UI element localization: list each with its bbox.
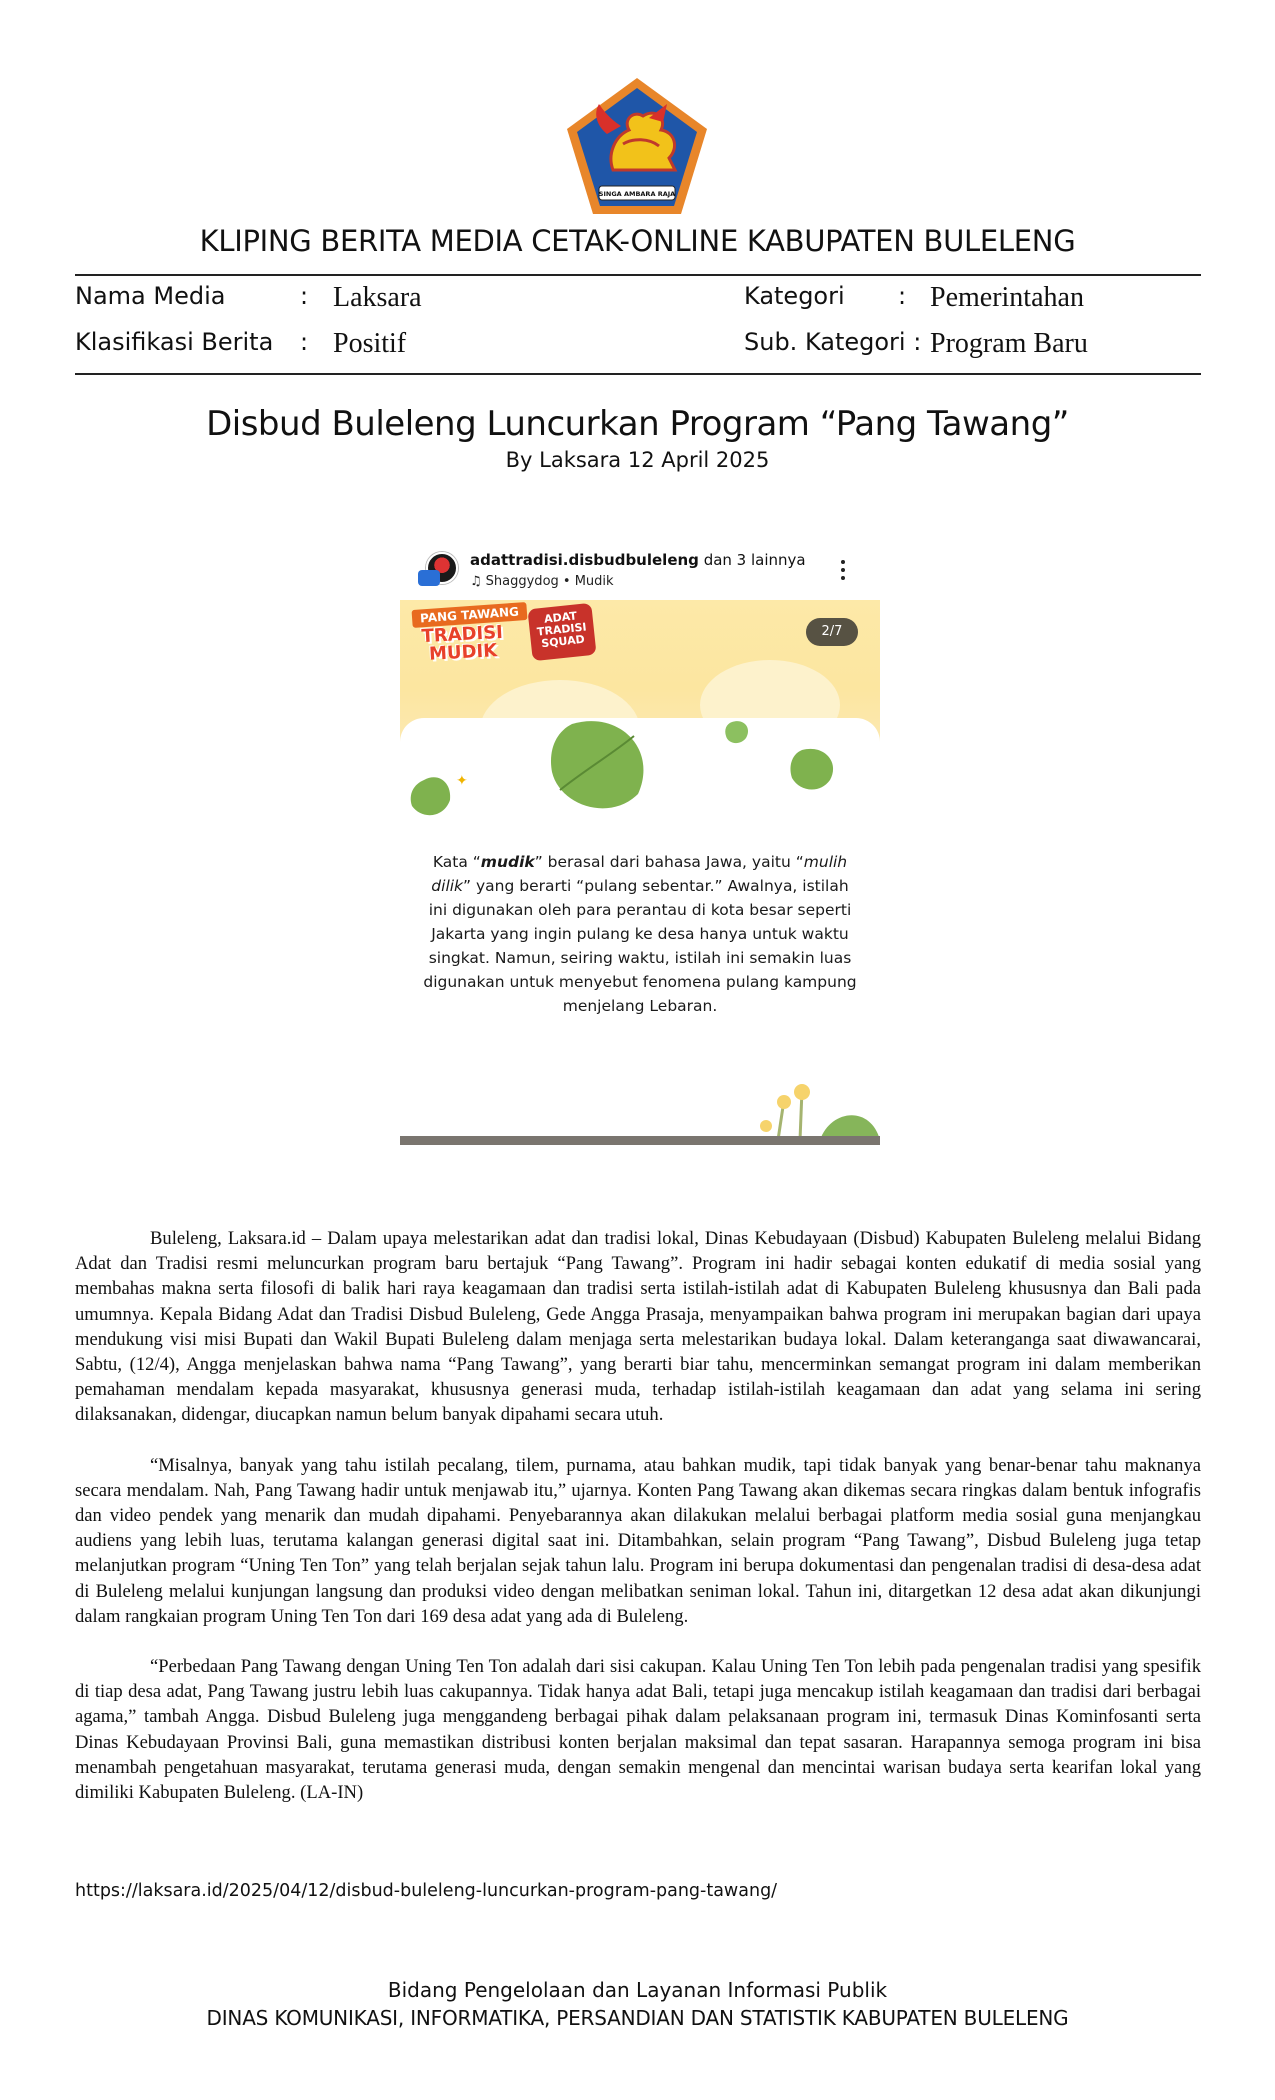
adat-tradisi-squad-badge: ADAT TRADISI SQUAD [527, 603, 596, 661]
category-label: Kategori [744, 282, 845, 310]
subcategory-value: Program Baru [930, 328, 1088, 359]
pang-tawang-badge: PANG TAWANG [412, 602, 528, 628]
classification-label: Klasifikasi Berita [75, 328, 274, 356]
clipping-header-title: KLIPING BERITA MEDIA CETAK-ONLINE KABUPATEN BULELENG [199, 224, 1076, 258]
body-paragraph-2: “Misalnya, banyak yang tahu istilah pecalang, tilem, purnama, atau bahkan mudik, tapi tidak banyak yang benar-benar tahu maknanya secara mendalam. Nah, Pang Tawang hadir untuk menjawab itu,” ujarnya. Konten Pang Tawang akan dikemas secara ringkas dalam bentuk infografis dan video pendek yang menarik dan mudah dipahami. Penyebarannya akan dilakukan melalui berbagai platform media sosial guna menjangkau audiens yang lebih luas, terutama kalangan generasi digital saat ini. Ditambahkan, selain program “Pang Tawang”, Disbud Buleleng juga tetap melanjutkan program “Uning Ten Ton” yang telah berjalan sejak tahun lalu. Program ini berupa dokumentasi dan pengenalan tradisi di desa-desa adat di Buleleng melalui kunjungan langsung dan produksi video dengan melibatkan seniman lokal. Tahun ini, ditargetkan 12 desa adat akan dikunjungi dalam rangkaian program Uning Ten Ton dari 169 desa adat yang ada di Buleleng. [75, 1454, 1201, 1627]
article-body [75, 1226, 1201, 1830]
footer-agency: DINAS KOMUNIKASI, INFORMATIKA, PERSANDIAN DAN STATISTIK KABUPATEN BULELENG [206, 2006, 1069, 2030]
music-title: Shaggydog • Mudik [485, 574, 614, 589]
social-post-screenshot [400, 540, 880, 1145]
account-others: dan 3 lainnya [698, 551, 806, 569]
media-label: Nama Media [75, 282, 226, 310]
media-colon: : [300, 282, 309, 310]
footer-department: Bidang Pengelolaan dan Layanan Informasi Publik [387, 1978, 888, 2002]
category-value: Pemerintahan [930, 282, 1084, 313]
post-header [400, 540, 880, 600]
category-colon: : [898, 282, 907, 310]
account-name: adattradisi.disbudbuleleng [470, 551, 699, 569]
sparkle-icon: ✦ [456, 772, 468, 788]
slide-pager: 2/7 [806, 618, 858, 646]
logo-motto: SINGA AMBARA RAJA [598, 190, 676, 198]
classification-value: Positif [333, 328, 407, 359]
collab-avatar [418, 570, 440, 586]
post-caption-text: Kata “mudik” berasal dari bahasa Jawa, yaitu “mulih dilik” yang berarti “pulang sebentar.” Awalnya, istilah ini digunakan oleh para perantau di kota besar seperti Jakarta yang ingin pulang ke desa hanya untuk waktu singkat. Namun, seiring waktu, istilah ini semakin luas digunakan untuk menyebut fenomena pulang kampung menjelang Lebaran. [423, 853, 857, 1015]
bottom-divider [75, 373, 1201, 375]
music-note-icon: ♫ [470, 574, 482, 589]
post-accounts [470, 551, 806, 569]
body-paragraph-3: “Perbedaan Pang Tawang dengan Uning Ten Ton adalah dari sisi cakupan. Kalau Uning Ten Ton lebih pada pengenalan tradisi yang spesifik di tiap desa adat, Pang Tawang justru lebih luas cakupannya. Tidak hanya adat Bali, tetapi juga mencakup istilah keagamaan dan tradisi dari berbagai agama,” tambah Angga. Disbud Buleleng juga menggandeng berbagai pihak dalam pelaksanaan program ini, termasuk Dinas Kominfosanti serta Dinas Kebudayaan Provinsi Bali, guna memastikan distribusi konten berjalan maksimal dan tepat sasaran. Harapannya semoga program ini bisa menambah pengetahuan masyarakat, terutama generasi muda, dengan semakin mengenal dan mencintai warisan budaya serta kearifan lokal yang dimiliki Kabupaten Buleleng. (LA-IN) [75, 1656, 1201, 1804]
subcategory-label: Sub. Kategori : [744, 328, 922, 356]
flower-plant-illustration [700, 1070, 880, 1140]
more-options-icon[interactable] [840, 560, 846, 582]
post-bottom-strip [400, 1136, 880, 1145]
source-url-link[interactable]: https://laksara.id/2025/04/12/disbud-buleleng-luncurkan-program-pang-tawang/ [75, 1881, 778, 1901]
article-byline: By Laksara 12 April 2025 [505, 448, 770, 472]
classification-colon: : [300, 328, 309, 356]
leaves-illustration [400, 710, 880, 860]
article-title: Disbud Buleleng Luncurkan Program “Pang Tawang” [206, 404, 1069, 444]
top-divider [75, 274, 1201, 276]
tradisi-mudik-badge: TRADISI MUDIK [421, 621, 504, 665]
media-value: Laksara [333, 282, 422, 313]
body-paragraph-1: Buleleng, Laksara.id – Dalam upaya melestarikan adat dan tradisi lokal, Dinas Kebudayaan (Disbud) Kabupaten Buleleng melalui Bidang Adat dan Tradisi resmi meluncurkan program baru bertajuk “Pang Tawang”. Program ini hadir sebagai konten edukatif di media sosial yang membahas makna serta filosofi di balik hari raya keagamaan dan tradisi serta istilah-istilah adat di Kabupaten Buleleng khususnya dan Bali pada umumnya. Kepala Bidang Adat dan Tradisi Disbud Buleleng, Gede Angga Prasaja, menyampaikan bahwa program ini merupakan bagian dari upaya mendukung visi misi Bupati dan Wakil Bupati Buleleng dalam menjaga serta melestarikan budaya lokal. Dalam keteranganga saat diwawancarai, Sabtu, (12/4), Angga menjelaskan bahwa nama “Pang Tawang”, yang berarti biar tahu, mencerminkan semangat program ini dalam memberikan pemahaman mendalam kepada masyarakat, khususnya generasi muda, terhadap istilah-istilah keagamaan dan adat yang selama ini sering dilaksanakan, didengar, diucapkan namun belum banyak dipahami secara utuh. [75, 1228, 1201, 1426]
post-music [470, 574, 614, 589]
buleleng-crest-logo [563, 74, 711, 222]
